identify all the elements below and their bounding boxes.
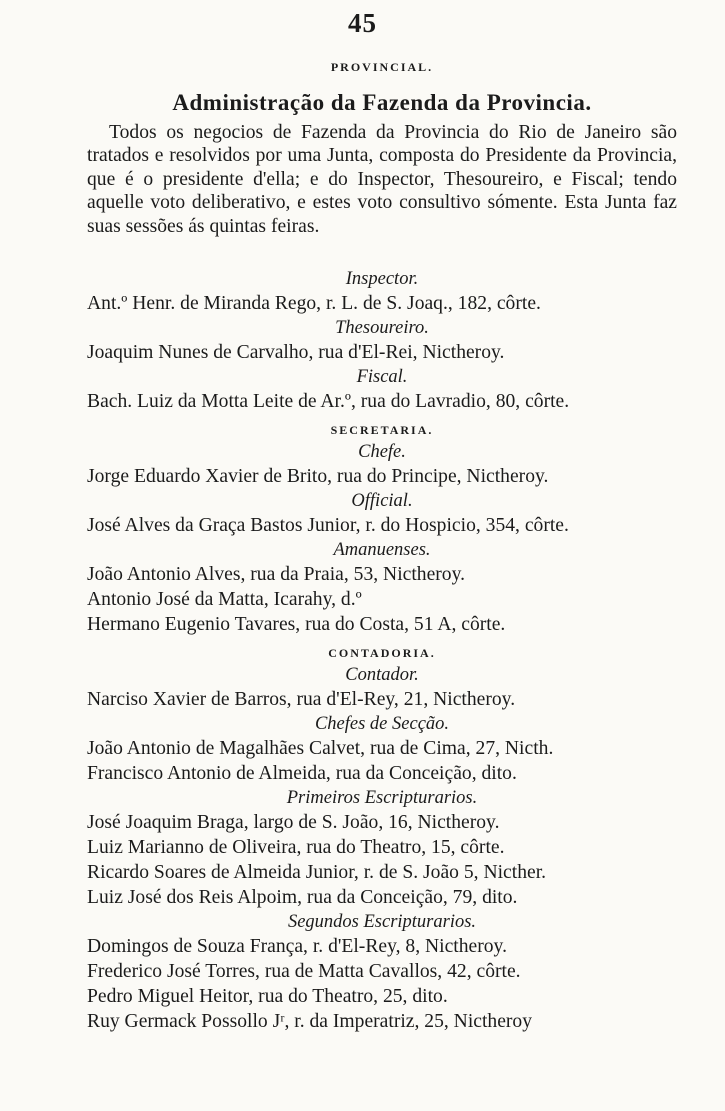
entry-line: Hermano Eugenio Tavares, rua do Costa, 51 A, côrte.	[87, 614, 506, 635]
entry-line: João Antonio Alves, rua da Praia, 53, Nictheroy.	[87, 564, 466, 585]
role-title-chefe: Chefe.	[358, 442, 406, 462]
entry-line: José Alves da Graça Bastos Junior, r. do Hospicio, 354, côrte.	[87, 515, 569, 536]
role-title-chefes-seccao: Chefes de Secção.	[314, 714, 450, 734]
text-block	[87, 57, 677, 1034]
page-number: 45	[348, 8, 377, 38]
entry-line: Luiz José dos Reis Alpoim, rua da Conceição, 79, dito.	[87, 887, 518, 908]
entry-line: Frederico José Torres, rua de Matta Cavallos, 42, côrte.	[87, 961, 521, 982]
entry-line: Jorge Eduardo Xavier de Brito, rua do Principe, Nictheroy.	[87, 466, 549, 487]
entry-line: José Joaquim Braga, largo de S. João, 16, Nictheroy.	[87, 812, 500, 833]
entry-line: Narciso Xavier de Barros, rua d'El-Rey, 21, Nictheroy.	[87, 689, 516, 710]
entry-line: Luiz Marianno de Oliveira, rua do Theatro, 15, côrte.	[87, 837, 505, 858]
section-label-contadoria: CONTADORIA.	[328, 646, 436, 660]
role-title-inspector: Inspector.	[345, 269, 419, 289]
entry-line: Domingos de Souza França, r. d'El-Rey, 8, Nictheroy.	[87, 936, 507, 957]
entry-line: Ricardo Soares de Almeida Junior, r. de S. João 5, Nicther.	[87, 862, 547, 883]
role-title-official: Official.	[351, 491, 413, 511]
role-title-contador: Contador.	[345, 665, 419, 685]
entry-line: Joaquim Nunes de Carvalho, rua d'El-Rei, Nictheroy.	[87, 342, 505, 363]
entry-line: Ruy Germack Possollo Jʳ, r. da Imperatriz, 25, Nictheroy	[87, 1011, 533, 1032]
page-heading: Administração da Fazenda da Provincia.	[172, 90, 592, 115]
section-label-secretaria: SECRETARIA.	[330, 423, 434, 437]
section-label: PROVINCIAL.	[330, 60, 434, 74]
role-title-segundos-escripturarios: Segundos Escripturarios.	[287, 912, 477, 932]
entry-line: Francisco Antonio de Almeida, rua da Conceição, dito.	[87, 763, 517, 784]
entry-line: Bach. Luiz da Motta Leite de Ar.º, rua do Lavradio, 80, côrte.	[87, 391, 570, 412]
role-title-primeiros-escripturarios: Primeiros Escripturarios.	[286, 788, 478, 808]
entry-line: João Antonio de Magalhães Calvet, rua de Cima, 27, Nicth.	[87, 738, 554, 759]
role-title-amanuenses: Amanuenses.	[333, 540, 431, 560]
entry-line: Antonio José da Matta, Icarahy, d.º	[87, 589, 362, 610]
intro-paragraph: Todos os negocios de Fazenda da Provincia do Rio de Janeiro são tratados e resolvidos por uma Junta, composta do Presidente da Provincia, que é o presidente d'ella; e do Inspector, Thesoureiro, e Fiscal; tendo aquelle voto deliberativo, e estes voto consultivo sómente. Esta Junta faz suas sessões ás quintas feiras.	[87, 122, 677, 237]
role-title-fiscal: Fiscal.	[356, 367, 408, 387]
role-title-thesoureiro: Thesoureiro.	[335, 318, 429, 338]
entry-line: Pedro Miguel Heitor, rua do Theatro, 25, dito.	[87, 986, 448, 1007]
entry-line: Ant.º Henr. de Miranda Rego, r. L. de S. Joaq., 182, côrte.	[87, 293, 541, 314]
